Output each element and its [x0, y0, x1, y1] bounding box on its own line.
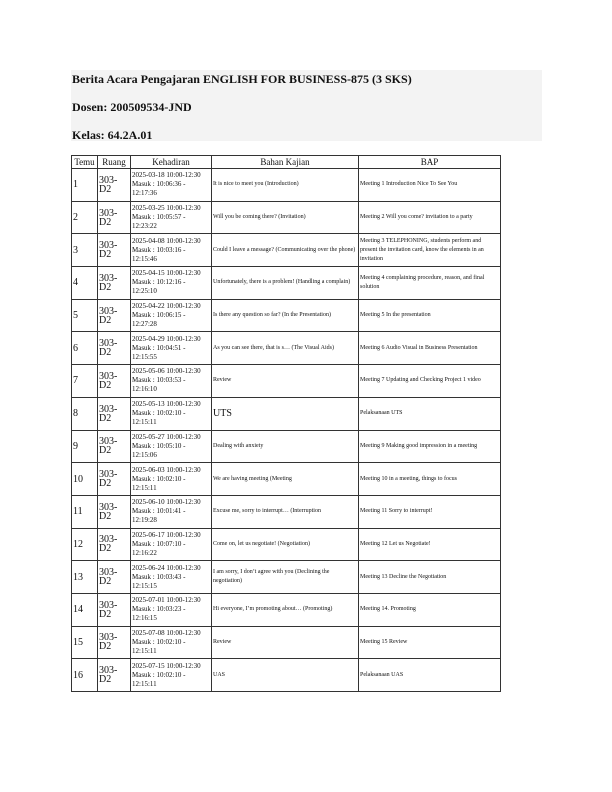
bap-cell: Meeting 15 Review — [359, 626, 501, 659]
schedule-text: 2025-07-08 10:00-12:30 — [132, 628, 201, 637]
topic-cell: It is nice to meet you (Introduction) — [212, 169, 359, 202]
check-in-text: Masuk : 10:03:53 - — [132, 376, 186, 385]
topic-cell: UTS — [212, 397, 359, 430]
bap-cell: Meeting 7 Updating and Checking Project 1 video — [359, 365, 501, 398]
check-out-text: 12:23:22 — [132, 222, 157, 231]
bap-cell: Meeting 1 Introduction Nice To See You — [359, 169, 501, 202]
topic-cell: UAS — [212, 659, 359, 692]
bap-cell: Meeting 4 complaining procedure, reason, and final solution — [359, 267, 501, 300]
bap-cell: Pelaksanaan UAS — [359, 659, 501, 692]
attendance-cell — [131, 397, 212, 430]
table-row — [72, 397, 501, 430]
check-in-text: Masuk : 10:06:36 - — [132, 180, 186, 189]
table-row — [72, 463, 501, 496]
topic-cell: Come on, let us negotiate! (Negotiation) — [212, 528, 359, 561]
room-cell: 303-D2 — [98, 593, 131, 626]
table-row — [72, 332, 501, 365]
topic-cell: Unfortunately, there is a problem! (Handling a complain) — [212, 267, 359, 300]
check-out-text: 12:15:11 — [132, 418, 157, 427]
check-out-text: 12:16:15 — [132, 614, 157, 623]
meeting-number-cell: 14 — [72, 593, 98, 626]
attendance-table — [71, 155, 501, 692]
check-out-text: 12:15:11 — [132, 483, 157, 492]
bap-cell: Meeting 13 Decline the Negotiation — [359, 561, 501, 594]
check-in-text: Masuk : 10:07:10 - — [132, 539, 186, 548]
attendance-cell — [131, 659, 212, 692]
room-cell: 303-D2 — [98, 201, 131, 234]
room-cell: 303-D2 — [98, 528, 131, 561]
topic-cell: Dealing with anxiety — [212, 430, 359, 463]
bap-cell: Meeting 11 Sorry to interrupt! — [359, 495, 501, 528]
room-cell: 303-D2 — [98, 332, 131, 365]
check-in-text: Masuk : 10:03:23 - — [132, 605, 186, 614]
schedule-text: 2025-07-15 10:00-12:30 — [132, 661, 201, 670]
check-out-text: 12:16:10 — [132, 385, 157, 394]
bap-cell: Meeting 14. Promoting — [359, 593, 501, 626]
table-row — [72, 365, 501, 398]
table-row — [72, 593, 501, 626]
document-title: Berita Acara Pengajaran ENGLISH FOR BUSINESS-875 (3 SKS) — [72, 72, 412, 86]
room-cell: 303-D2 — [98, 397, 131, 430]
attendance-cell — [131, 299, 212, 332]
attendance-cell — [131, 332, 212, 365]
check-out-text: 12:25:10 — [132, 287, 157, 296]
check-in-text: Masuk : 10:02:10 - — [132, 474, 186, 483]
bap-cell: Meeting 6 Audio Visual in Business Presentation — [359, 332, 501, 365]
column-header-bap: BAP — [359, 156, 501, 169]
meeting-number-cell: 12 — [72, 528, 98, 561]
attendance-cell — [131, 365, 212, 398]
attendance-cell — [131, 267, 212, 300]
attendance-cell — [131, 234, 212, 267]
topic-cell: Excuse me, sorry to interrupt… (Interruption — [212, 495, 359, 528]
schedule-text: 2025-06-24 10:00-12:30 — [132, 563, 201, 572]
check-in-text: Masuk : 10:05:10 - — [132, 441, 186, 450]
schedule-text: 2025-05-06 10:00-12:30 — [132, 367, 201, 376]
check-in-text: Masuk : 10:03:43 - — [132, 572, 186, 581]
room-cell: 303-D2 — [98, 299, 131, 332]
attendance-cell — [131, 169, 212, 202]
room-cell: 303-D2 — [98, 430, 131, 463]
table-row — [72, 430, 501, 463]
topic-cell: Will you be coming there? (Invitation) — [212, 201, 359, 234]
check-in-text: Masuk : 10:02:10 - — [132, 409, 186, 418]
table-row — [72, 561, 501, 594]
table-header-row — [72, 156, 501, 169]
topic-cell: As you can see there, that is s… (The Visual Aids) — [212, 332, 359, 365]
topic-cell: We are having meeting (Meeting — [212, 463, 359, 496]
room-cell: 303-D2 — [98, 561, 131, 594]
meeting-number-cell: 11 — [72, 495, 98, 528]
topic-cell: Hi everyone, I’m promoting about… (Promoting) — [212, 593, 359, 626]
check-out-text: 12:15:11 — [132, 679, 157, 688]
schedule-text: 2025-03-18 10:00-12:30 — [132, 171, 201, 180]
meeting-number-cell: 7 — [72, 365, 98, 398]
check-in-text: Masuk : 10:02:10 - — [132, 670, 186, 679]
table-row — [72, 201, 501, 234]
schedule-text: 2025-05-13 10:00-12:30 — [132, 400, 201, 409]
attendance-cell — [131, 593, 212, 626]
topic-cell: Review — [212, 626, 359, 659]
meeting-number-cell: 4 — [72, 267, 98, 300]
bap-cell: Meeting 9 Making good impression in a meeting — [359, 430, 501, 463]
attendance-cell — [131, 626, 212, 659]
attendance-cell — [131, 463, 212, 496]
attendance-cell — [131, 528, 212, 561]
table-row — [72, 267, 501, 300]
lecturer-line: Dosen: 200509534-JND — [72, 100, 192, 114]
table-row — [72, 528, 501, 561]
room-cell: 303-D2 — [98, 463, 131, 496]
meeting-number-cell: 13 — [72, 561, 98, 594]
check-in-text: Masuk : 10:05:57 - — [132, 213, 186, 222]
meeting-number-cell: 1 — [72, 169, 98, 202]
schedule-text: 2025-05-27 10:00-12:30 — [132, 432, 201, 441]
table-row — [72, 495, 501, 528]
check-out-text: 12:15:46 — [132, 254, 157, 263]
room-cell: 303-D2 — [98, 365, 131, 398]
attendance-cell — [131, 201, 212, 234]
check-out-text: 12:17:36 — [132, 189, 157, 198]
bap-cell: Meeting 12 Let us Negotiate! — [359, 528, 501, 561]
meeting-number-cell: 6 — [72, 332, 98, 365]
room-cell: 303-D2 — [98, 234, 131, 267]
table-row — [72, 626, 501, 659]
meeting-number-cell: 2 — [72, 201, 98, 234]
meeting-number-cell: 10 — [72, 463, 98, 496]
topic-cell: Could I leave a message? (Communicating over the phone) — [212, 234, 359, 267]
column-header-bahan-kajian: Bahan Kajian — [212, 156, 359, 169]
attendance-cell — [131, 430, 212, 463]
column-header-ruang: Ruang — [98, 156, 131, 169]
table-row — [72, 299, 501, 332]
table-row — [72, 169, 501, 202]
meeting-number-cell: 5 — [72, 299, 98, 332]
topic-cell: I am sorry, I don’t agree with you (Declining the negotiation) — [212, 561, 359, 594]
room-cell: 303-D2 — [98, 169, 131, 202]
meeting-number-cell: 3 — [72, 234, 98, 267]
attendance-cell — [131, 561, 212, 594]
schedule-text: 2025-04-08 10:00-12:30 — [132, 236, 201, 245]
check-in-text: Masuk : 10:12:16 - — [132, 278, 186, 287]
bap-cell: Meeting 2 Will you come? invitation to a party — [359, 201, 501, 234]
attendance-cell — [131, 495, 212, 528]
check-out-text: 12:27:28 — [132, 320, 157, 329]
bap-cell: Meeting 10 in a meeting, things to focus — [359, 463, 501, 496]
check-out-text: 12:15:15 — [132, 581, 157, 590]
schedule-text: 2025-04-22 10:00-12:30 — [132, 302, 201, 311]
bap-cell: Pelaksanaan UTS — [359, 397, 501, 430]
meeting-number-cell: 9 — [72, 430, 98, 463]
schedule-text: 2025-06-17 10:00-12:30 — [132, 530, 201, 539]
schedule-text: 2025-06-03 10:00-12:30 — [132, 465, 201, 474]
check-in-text: Masuk : 10:03:16 - — [132, 245, 186, 254]
column-header-kehadiran: Kehadiran — [131, 156, 212, 169]
meeting-number-cell: 16 — [72, 659, 98, 692]
schedule-text: 2025-04-15 10:00-12:30 — [132, 269, 201, 278]
check-out-text: 12:19:28 — [132, 516, 157, 525]
check-out-text: 12:16:22 — [132, 548, 157, 557]
class-line: Kelas: 64.2A.01 — [72, 128, 153, 142]
schedule-text: 2025-07-01 10:00-12:30 — [132, 596, 201, 605]
room-cell: 303-D2 — [98, 659, 131, 692]
check-out-text: 12:15:55 — [132, 352, 157, 361]
meeting-number-cell: 15 — [72, 626, 98, 659]
check-in-text: Masuk : 10:02:10 - — [132, 637, 186, 646]
schedule-text: 2025-03-25 10:00-12:30 — [132, 204, 201, 213]
room-cell: 303-D2 — [98, 626, 131, 659]
check-out-text: 12:15:06 — [132, 450, 157, 459]
topic-cell: Is there any question so far? (In the Presentation) — [212, 299, 359, 332]
check-in-text: Masuk : 10:04:51 - — [132, 343, 186, 352]
room-cell: 303-D2 — [98, 495, 131, 528]
column-header-temu: Temu — [72, 156, 98, 169]
meeting-number-cell: 8 — [72, 397, 98, 430]
schedule-text: 2025-06-10 10:00-12:30 — [132, 498, 201, 507]
bap-cell: Meeting 5 In the presentation — [359, 299, 501, 332]
check-in-text: Masuk : 10:01:41 - — [132, 507, 186, 516]
table-row — [72, 659, 501, 692]
table-row — [72, 234, 501, 267]
bap-cell: Meeting 3 TELEPHONING, students perform and present the invitation card, know the elements in an invitation — [359, 234, 501, 267]
room-cell: 303-D2 — [98, 267, 131, 300]
check-in-text: Masuk : 10:06:15 - — [132, 311, 186, 320]
topic-cell: Review — [212, 365, 359, 398]
check-out-text: 12:15:11 — [132, 646, 157, 655]
schedule-text: 2025-04-29 10:00-12:30 — [132, 334, 201, 343]
